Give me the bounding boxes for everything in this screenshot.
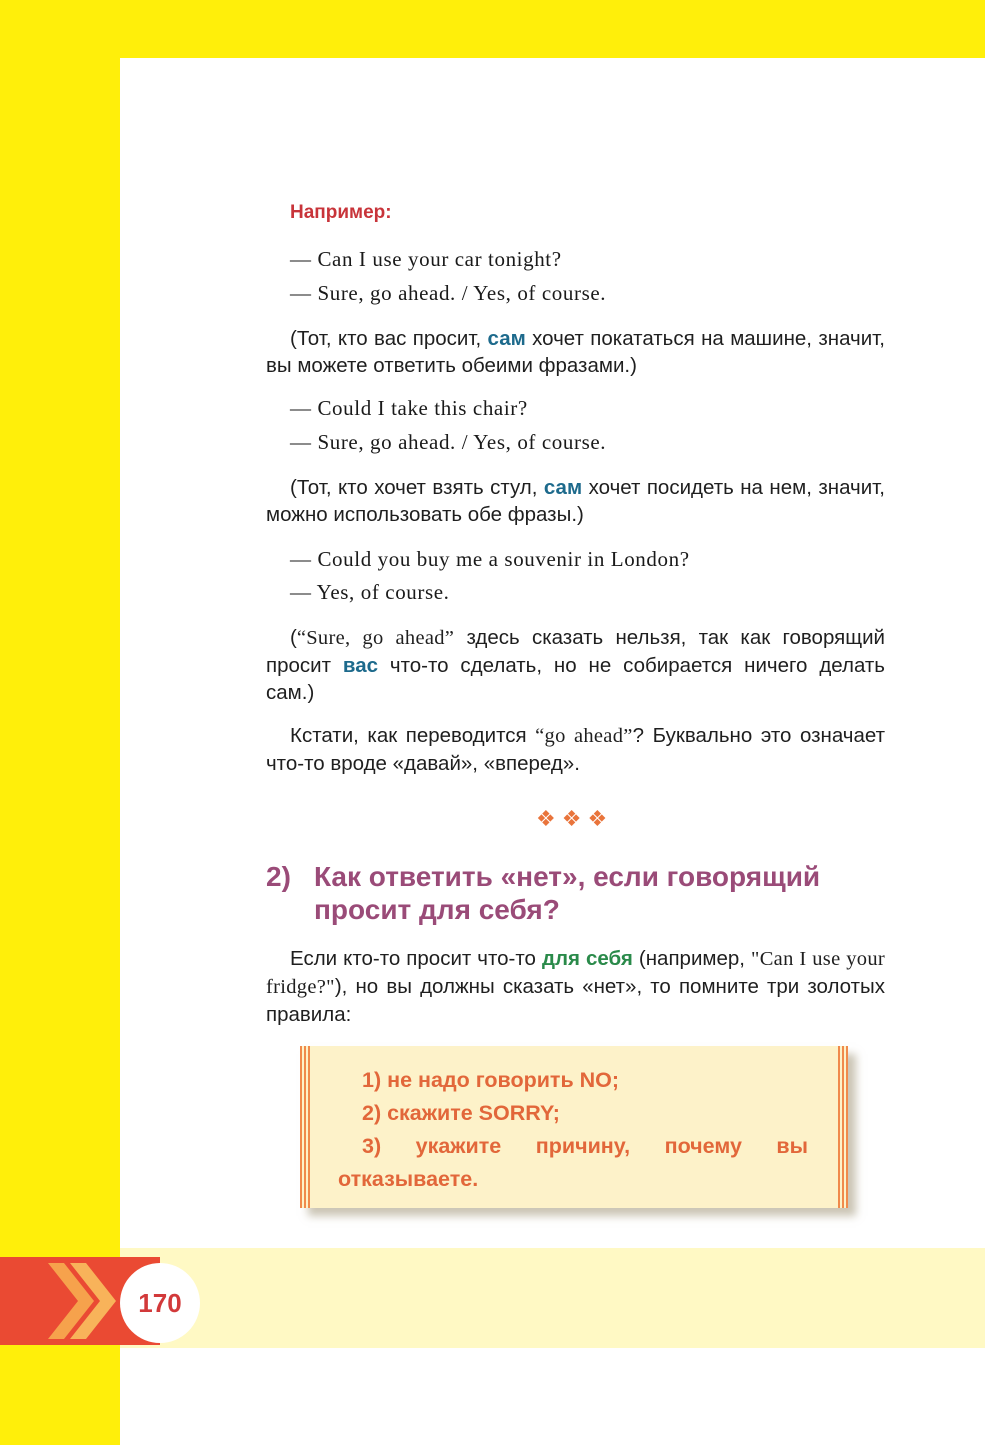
intro-pre: Если кто-то просит что-то xyxy=(290,947,536,970)
note-4-pre: Кстати, как переводится xyxy=(290,724,527,747)
dialog-2-answer: — Sure, go ahead. / Yes, of course. xyxy=(290,430,607,454)
note-1-pre: (Тот, кто вас просит, xyxy=(290,327,482,350)
rule-3 xyxy=(338,1130,808,1196)
dialog-2-question: — Could I take this chair? xyxy=(290,396,528,420)
note-2-pre: (Тот, кто хочет взять стул, xyxy=(290,476,538,499)
intro-post: ), но вы должны сказать «нет», то помните три золотых правила: xyxy=(266,975,885,1026)
note-3-paren: ( xyxy=(290,626,297,649)
note-4-post: ? Буквально это означает что-то вроде «давай», «вперед». xyxy=(266,724,885,775)
note-1 xyxy=(266,325,885,379)
example-label: Например: xyxy=(290,202,392,223)
note-1-keyword: сам xyxy=(487,327,526,350)
note-3-post: что-то сделать, но не собирается ничего делать сам.) xyxy=(266,654,885,704)
intro-mid: (например, xyxy=(638,947,745,970)
dialog-1-answer: — Sure, go ahead. / Yes, of course. xyxy=(290,281,607,305)
intro-keyword: для себя xyxy=(541,947,633,970)
page-number: 170 xyxy=(138,1288,182,1318)
rule-2: 2) скажите SORRY; xyxy=(362,1101,560,1125)
golden-rules-box xyxy=(300,1046,848,1208)
section-number: 2) xyxy=(266,861,291,892)
intro-quote: "Can I use your fridge?" xyxy=(266,948,885,998)
rule-box-right-bar xyxy=(838,1046,848,1208)
dialog-3-answer: — Yes, of course. xyxy=(290,580,450,604)
note-1-post: хочет покататься на машине, значит, вы можете ответить обеими фразами.) xyxy=(266,327,885,377)
note-3-keyword: вас xyxy=(342,654,379,677)
rule-1: 1) не надо говорить NO; xyxy=(362,1068,620,1092)
note-3-mid: здесь сказать нельзя, так как говорящий просит xyxy=(266,626,885,677)
note-2 xyxy=(266,474,885,528)
note-4-quote: “go ahead” xyxy=(535,725,633,747)
note-2-post: хочет посидеть на нем, значит, можно использовать обе фразы.) xyxy=(266,476,885,526)
footer-band xyxy=(120,1248,985,1348)
note-2-keyword: сам xyxy=(543,476,583,499)
double-chevron-icon xyxy=(48,1257,120,1345)
note-3-quote: “Sure, go ahead” xyxy=(296,627,455,649)
section-title: Как ответить «нет», если говорящий просит для себя? xyxy=(314,861,821,925)
dialog-1-question: — Can I use your car tonight? xyxy=(290,247,562,271)
note-3 xyxy=(266,624,885,706)
section-divider-ornament: ❖❖❖ xyxy=(536,806,614,831)
dialog-3-question: — Could you buy me a souvenir in London? xyxy=(290,547,690,571)
note-4 xyxy=(266,722,885,777)
intro-paragraph xyxy=(266,945,885,1028)
rule-box-left-bar xyxy=(300,1046,310,1208)
rule-3-text: 3) укажите причину, почему вы отказываете. xyxy=(338,1134,808,1191)
